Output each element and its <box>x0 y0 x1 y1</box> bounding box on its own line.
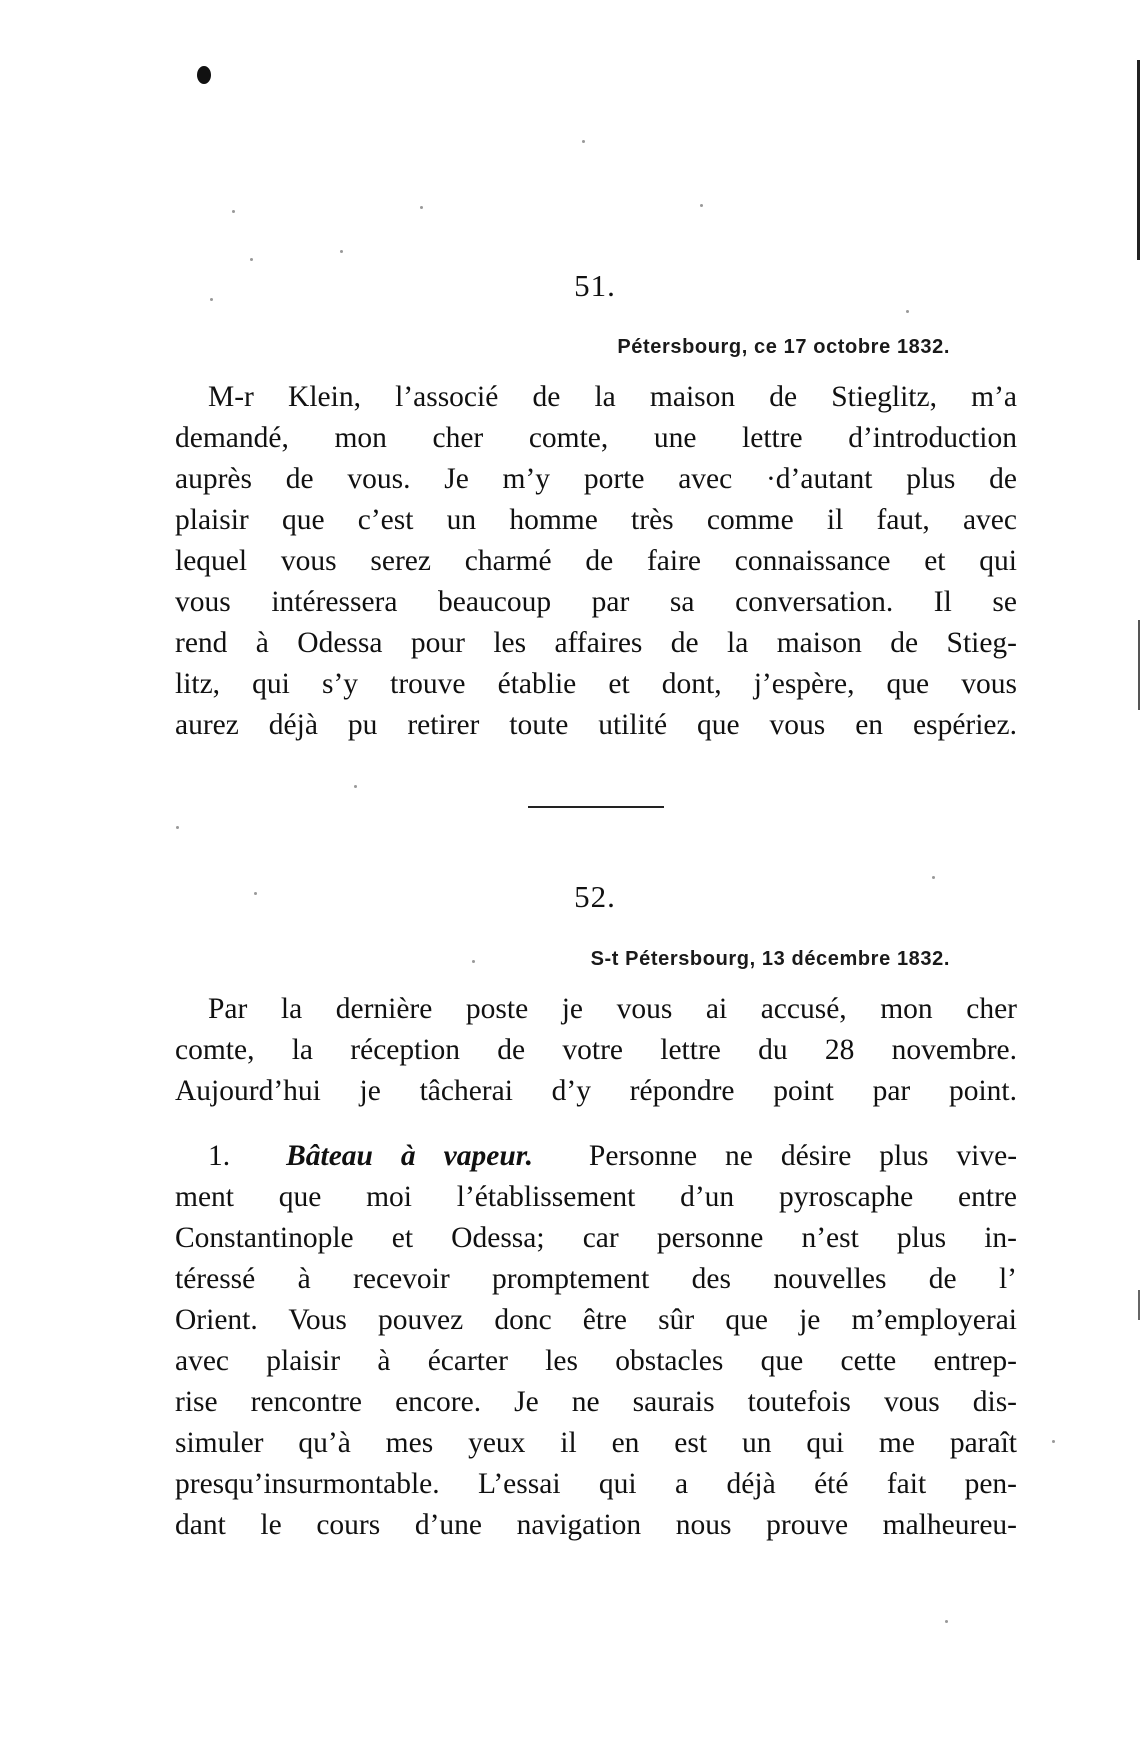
text-line: auprès de vous. Je m’y porte avec ·d’autant plus de <box>175 463 1017 495</box>
letter-dateline: Pétersbourg, ce 17 octobre 1832. <box>617 336 950 358</box>
letter-number: 51. <box>574 268 616 303</box>
print-speck <box>232 210 235 213</box>
text-fragment: Personne ne désire plus vive- <box>588 1140 1018 1172</box>
text-line <box>175 1136 1017 1177</box>
print-speck <box>945 1620 948 1623</box>
print-speck <box>340 250 343 253</box>
text-line: Par la dernière poste je vous ai accusé, mon cher <box>208 993 1017 1025</box>
letter-dateline: S-t Pétersbourg, 13 décembre 1832. <box>590 948 950 970</box>
letter-number: 52. <box>574 879 616 914</box>
text-line: ment que moi l’établissement d’un pyroscaphe entre <box>175 1181 1017 1213</box>
print-speck <box>354 785 357 788</box>
print-speck <box>250 258 253 261</box>
ink-blot <box>197 66 211 84</box>
print-speck <box>582 140 585 143</box>
text-line: litz, qui s’y trouve établie et dont, j’espère, que vous <box>175 668 1017 700</box>
item-heading: Bâteau à vapeur. <box>286 1140 533 1172</box>
text-line: dant le cours d’une navigation nous prouve malheureu- <box>175 1509 1017 1541</box>
text-line: aurez déjà pu retirer toute utilité que vous en espériez. <box>175 709 1017 741</box>
item-number: 1. <box>208 1140 231 1172</box>
print-speck <box>1052 1440 1055 1443</box>
print-speck <box>176 826 179 829</box>
text-line: plaisir que c’est un homme très comme il faut, avec <box>175 504 1017 536</box>
text-line: rend à Odessa pour les affaires de la maison de Stieg- <box>175 627 1017 659</box>
print-speck <box>906 310 909 313</box>
text-line: presqu’insurmontable. L’essai qui a déjà été fait pen- <box>175 1468 1017 1500</box>
text-line: demandé, mon cher comte, une lettre d’introduction <box>175 422 1017 454</box>
text-line: M-r Klein, l’associé de la maison de Stieglitz, m’a <box>208 381 1017 413</box>
letter-body <box>175 1136 1017 1546</box>
text-line: Aujourd’hui je tâcherai d’y répondre point par point. <box>175 1075 1017 1107</box>
text-line: Constantinople et Odessa; car personne n’est plus in- <box>175 1222 1017 1254</box>
letter-body <box>175 989 1017 1112</box>
text-line: vous intéressera beaucoup par sa conversation. Il se <box>175 586 1017 618</box>
text-line: téressé à recevoir promptement des nouvelles de l’ <box>175 1263 1017 1295</box>
text-line: simuler qu’à mes yeux il en est un qui me paraît <box>175 1427 1017 1459</box>
text-line: lequel vous serez charmé de faire connaissance et qui <box>175 545 1017 577</box>
print-speck <box>700 204 703 207</box>
letter-body <box>175 377 1017 746</box>
section-divider <box>528 806 664 808</box>
text-line: avec plaisir à écarter les obstacles que cette entrep- <box>175 1345 1017 1377</box>
print-speck <box>420 206 423 209</box>
text-line: rise rencontre encore. Je ne saurais toutefois vous dis- <box>175 1386 1017 1418</box>
text-line: comte, la réception de votre lettre du 28 novembre. <box>175 1034 1017 1066</box>
print-speck <box>472 960 475 963</box>
text-line: Orient. Vous pouvez donc être sûr que je m’employerai <box>175 1304 1017 1336</box>
